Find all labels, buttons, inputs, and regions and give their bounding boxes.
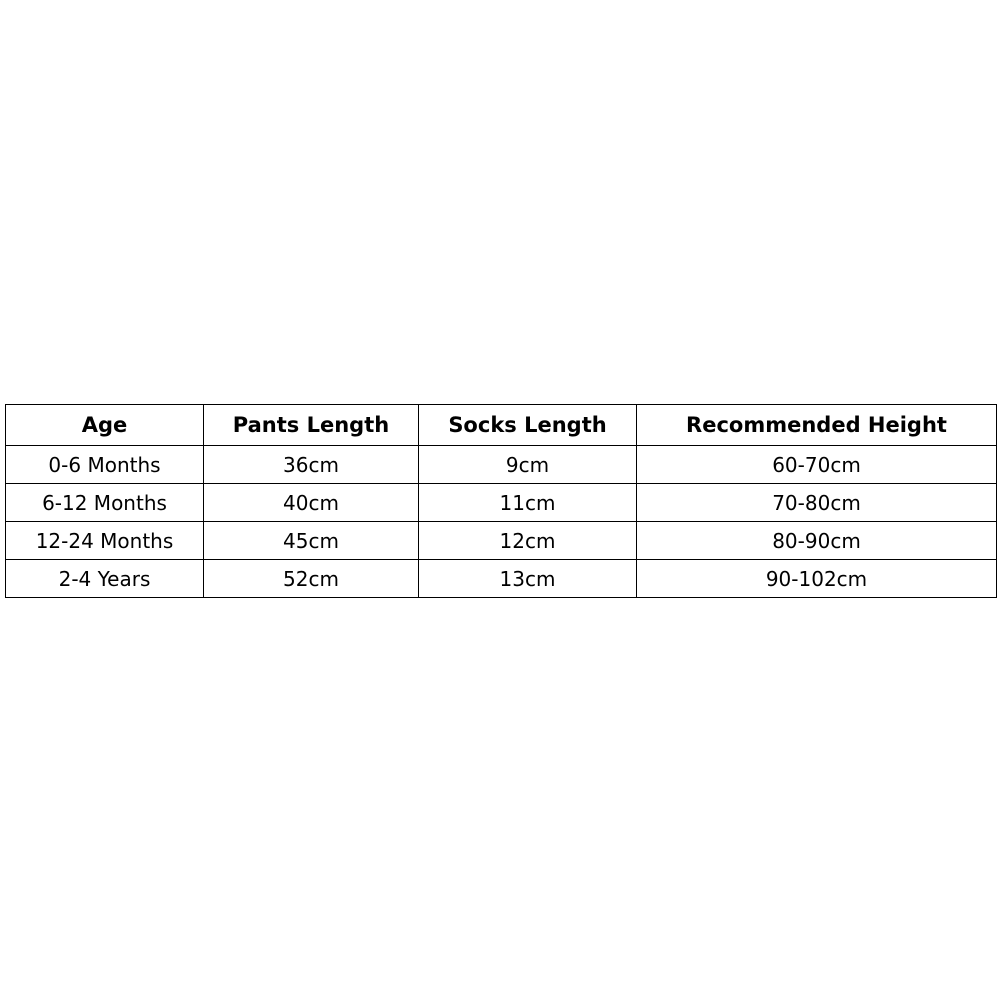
cell-pants-length: 40cm: [204, 484, 419, 522]
table-header: [6, 405, 997, 446]
table-row: [6, 522, 997, 560]
header-age: Age: [6, 405, 204, 446]
cell-age: 6-12 Months: [6, 484, 204, 522]
header-pants-length: Pants Length: [204, 405, 419, 446]
cell-pants-length: 45cm: [204, 522, 419, 560]
cell-age: 12-24 Months: [6, 522, 204, 560]
cell-socks-length: 12cm: [419, 522, 637, 560]
cell-socks-length: 13cm: [419, 560, 637, 598]
cell-pants-length: 36cm: [204, 446, 419, 484]
table-row: [6, 446, 997, 484]
cell-recommended-height: 90-102cm: [637, 560, 997, 598]
header-recommended-height: Recommended Height: [637, 405, 997, 446]
table-body: [6, 446, 997, 598]
cell-age: 0-6 Months: [6, 446, 204, 484]
cell-recommended-height: 70-80cm: [637, 484, 997, 522]
cell-pants-length: 52cm: [204, 560, 419, 598]
table-row: [6, 484, 997, 522]
cell-socks-length: 9cm: [419, 446, 637, 484]
header-row: [6, 405, 997, 446]
size-chart-table: [5, 404, 997, 598]
cell-socks-length: 11cm: [419, 484, 637, 522]
header-socks-length: Socks Length: [419, 405, 637, 446]
cell-age: 2-4 Years: [6, 560, 204, 598]
table-row: [6, 560, 997, 598]
cell-recommended-height: 60-70cm: [637, 446, 997, 484]
cell-recommended-height: 80-90cm: [637, 522, 997, 560]
